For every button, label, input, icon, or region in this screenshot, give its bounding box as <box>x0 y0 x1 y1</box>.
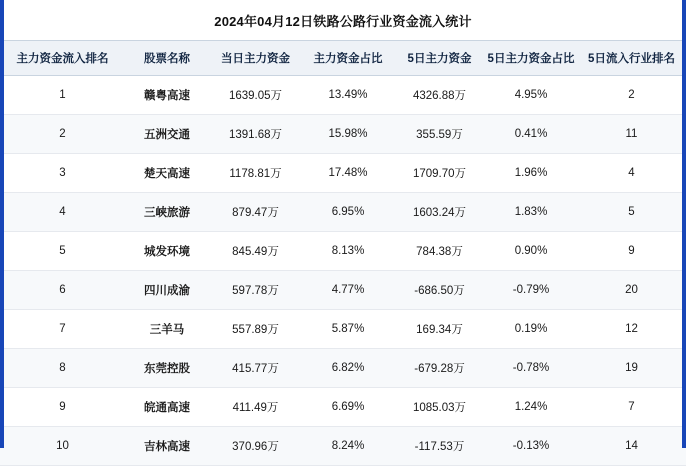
cell-today-main-capital: 1639.05万 <box>209 76 302 115</box>
cell-5day-main-capital-ratio: 0.41% <box>485 115 577 154</box>
table-row <box>0 76 686 115</box>
table-row <box>0 232 686 271</box>
cell-5day-industry-rank: 20 <box>577 271 686 310</box>
capital-inflow-table <box>0 40 686 466</box>
cell-today-main-capital: 1178.81万 <box>209 154 302 193</box>
cell-stock-name: 赣粤高速 <box>125 76 209 115</box>
page-title: 2024年04月12日铁路公路行业资金流入统计 <box>214 14 472 29</box>
cell-rank: 10 <box>0 427 125 466</box>
cell-today-main-capital: 597.78万 <box>209 271 302 310</box>
column-header-today-main-capital: 当日主力资金 <box>209 41 302 76</box>
cell-stock-name: 三峡旅游 <box>125 193 209 232</box>
cell-rank: 1 <box>0 76 125 115</box>
column-header-5day-main-capital: 5日主力资金 <box>394 41 485 76</box>
cell-5day-main-capital: 169.34万 <box>394 310 485 349</box>
table-row <box>0 271 686 310</box>
cell-today-main-capital: 1391.68万 <box>209 115 302 154</box>
cell-stock-name: 四川成渝 <box>125 271 209 310</box>
cell-5day-main-capital: 1085.03万 <box>394 388 485 427</box>
cell-main-capital-ratio: 6.69% <box>302 388 394 427</box>
cell-5day-industry-rank: 4 <box>577 154 686 193</box>
table-row <box>0 427 686 466</box>
column-header-stock-name: 股票名称 <box>125 41 209 76</box>
cell-5day-main-capital-ratio: -0.79% <box>485 271 577 310</box>
table-row <box>0 349 686 388</box>
cell-stock-name: 吉林高速 <box>125 427 209 466</box>
cell-main-capital-ratio: 5.87% <box>302 310 394 349</box>
table-row <box>0 193 686 232</box>
column-header-rank: 主力资金流入排名 <box>0 41 125 76</box>
cell-rank: 2 <box>0 115 125 154</box>
table-row <box>0 388 686 427</box>
cell-rank: 6 <box>0 271 125 310</box>
cell-rank: 4 <box>0 193 125 232</box>
cell-5day-main-capital: 784.38万 <box>394 232 485 271</box>
cell-5day-main-capital-ratio: 4.95% <box>485 76 577 115</box>
cell-rank: 9 <box>0 388 125 427</box>
cell-main-capital-ratio: 4.77% <box>302 271 394 310</box>
cell-5day-industry-rank: 2 <box>577 76 686 115</box>
cell-main-capital-ratio: 13.49% <box>302 76 394 115</box>
right-accent-bar <box>682 0 686 448</box>
cell-5day-main-capital-ratio: 1.96% <box>485 154 577 193</box>
column-header-5day-main-capital-ratio: 5日主力资金占比 <box>485 41 577 76</box>
cell-5day-industry-rank: 19 <box>577 349 686 388</box>
cell-rank: 7 <box>0 310 125 349</box>
column-header-main-capital-ratio: 主力资金占比 <box>302 41 394 76</box>
cell-5day-industry-rank: 5 <box>577 193 686 232</box>
cell-main-capital-ratio: 6.82% <box>302 349 394 388</box>
cell-5day-main-capital: -117.53万 <box>394 427 485 466</box>
cell-5day-main-capital: -686.50万 <box>394 271 485 310</box>
cell-5day-main-capital: -679.28万 <box>394 349 485 388</box>
table-row <box>0 154 686 193</box>
cell-main-capital-ratio: 8.24% <box>302 427 394 466</box>
cell-stock-name: 东莞控股 <box>125 349 209 388</box>
cell-main-capital-ratio: 15.98% <box>302 115 394 154</box>
cell-5day-main-capital: 1709.70万 <box>394 154 485 193</box>
cell-stock-name: 楚天高速 <box>125 154 209 193</box>
cell-main-capital-ratio: 8.13% <box>302 232 394 271</box>
cell-today-main-capital: 879.47万 <box>209 193 302 232</box>
cell-5day-main-capital-ratio: 0.19% <box>485 310 577 349</box>
cell-stock-name: 皖通高速 <box>125 388 209 427</box>
cell-5day-main-capital-ratio: 0.90% <box>485 232 577 271</box>
cell-today-main-capital: 415.77万 <box>209 349 302 388</box>
cell-5day-industry-rank: 7 <box>577 388 686 427</box>
cell-5day-industry-rank: 9 <box>577 232 686 271</box>
cell-main-capital-ratio: 6.95% <box>302 193 394 232</box>
cell-main-capital-ratio: 17.48% <box>302 154 394 193</box>
cell-rank: 8 <box>0 349 125 388</box>
cell-5day-main-capital-ratio: 1.24% <box>485 388 577 427</box>
cell-stock-name: 五洲交通 <box>125 115 209 154</box>
table-row <box>0 115 686 154</box>
cell-5day-main-capital: 1603.24万 <box>394 193 485 232</box>
left-accent-bar <box>0 0 4 448</box>
table-row <box>0 310 686 349</box>
cell-5day-industry-rank: 12 <box>577 310 686 349</box>
cell-stock-name: 三羊马 <box>125 310 209 349</box>
cell-rank: 5 <box>0 232 125 271</box>
cell-5day-main-capital-ratio: -0.13% <box>485 427 577 466</box>
cell-stock-name: 城发环境 <box>125 232 209 271</box>
table-header-row <box>0 41 686 76</box>
cell-5day-industry-rank: 14 <box>577 427 686 466</box>
cell-5day-main-capital: 4326.88万 <box>394 76 485 115</box>
cell-today-main-capital: 557.89万 <box>209 310 302 349</box>
cell-rank: 3 <box>0 154 125 193</box>
cell-5day-industry-rank: 11 <box>577 115 686 154</box>
cell-today-main-capital: 370.96万 <box>209 427 302 466</box>
column-header-5day-industry-rank: 5日流入行业排名 <box>577 41 686 76</box>
cell-today-main-capital: 411.49万 <box>209 388 302 427</box>
cell-5day-main-capital: 355.59万 <box>394 115 485 154</box>
cell-5day-main-capital-ratio: -0.78% <box>485 349 577 388</box>
cell-5day-main-capital-ratio: 1.83% <box>485 193 577 232</box>
cell-today-main-capital: 845.49万 <box>209 232 302 271</box>
